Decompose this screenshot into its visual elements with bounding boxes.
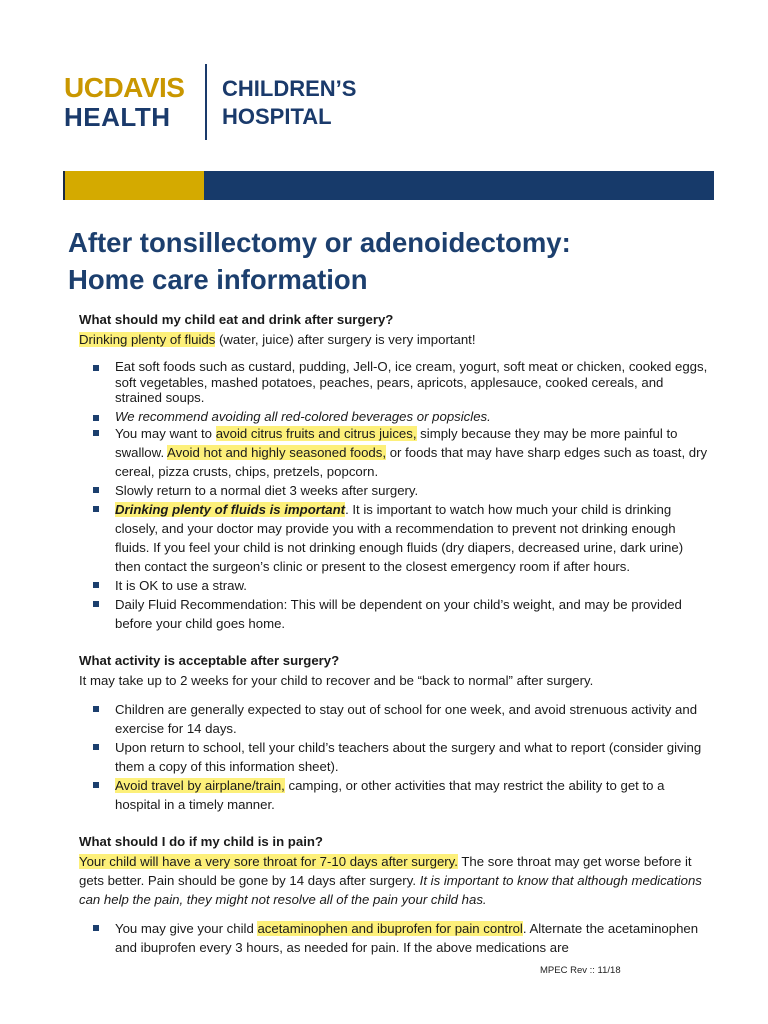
list-item: [79, 776, 709, 814]
list-item: [79, 409, 709, 425]
highlight: Avoid hot and highly seasoned foods,: [167, 445, 387, 460]
list-item: [79, 700, 709, 738]
bullet-icon: [93, 744, 99, 750]
list-item: [79, 359, 709, 406]
highlight: avoid citrus fruits and citrus juices,: [215, 426, 417, 441]
pain-intro: [79, 852, 709, 909]
eat-list: [79, 359, 709, 633]
logo-divider: [205, 64, 207, 140]
text: simply because they may be more painful to swallow.: [115, 426, 678, 460]
list-item: [79, 576, 709, 595]
logo-health: HEALTH: [64, 102, 171, 132]
revision-footer: MPEC Rev :: 11/18: [540, 965, 621, 976]
text: The sore throat may get worse before it gets better. Pain should be gone by 14 days after surgery.: [79, 854, 692, 888]
text: Eat soft foods such as custard, pudding, Jell-O, ice cream, yogurt, soft meat or chicken, cooked eggs, soft vegetables, mashed potatoes, peaches, pears, apricots, applesauce, cooked cereals, and strained soups.: [115, 359, 708, 405]
text: . It is important to watch how much your child is drinking closely, and your doctor may provide you with a recommendation to prevent not drinking enough fluids. If you feel your child is not drinking enough fluids (dry diapers, decreased urine, dark urine) then contact the surgeon’s clinic or present to the closest emergency room if after hours.: [115, 502, 684, 574]
text: (water, juice) after surgery is very important!: [215, 332, 476, 347]
logo-childrens: CHILDREN’S: [222, 76, 357, 101]
text: It is OK to use a straw.: [115, 578, 247, 593]
bullet-icon: [93, 601, 99, 607]
list-item: [79, 481, 709, 500]
logo-davis-text: DAVIS: [103, 72, 185, 103]
text: . Alternate the acetaminophen and ibuprofen every 3 hours, as needed for pain. If the above medications are: [115, 921, 699, 955]
list-item: [79, 919, 709, 957]
list-item: [79, 595, 709, 633]
question-pain: What should I do if my child is in pain?: [79, 834, 323, 849]
header-bar-navy: [204, 171, 714, 200]
bullet-icon: [93, 706, 99, 712]
text: Slowly return to a normal diet 3 weeks after surgery.: [115, 483, 419, 498]
pain-list: [79, 919, 709, 957]
document-body: [79, 310, 709, 957]
text: You may want to: [115, 426, 216, 441]
page-title: [68, 224, 728, 298]
highlight: Avoid travel by airplane/train,: [115, 778, 285, 793]
activity-list: [79, 700, 709, 814]
question-activity: What activity is acceptable after surgery?: [79, 653, 340, 668]
list-item: [79, 424, 709, 481]
question-eat-drink: What should my child eat and drink after surgery?: [79, 312, 394, 327]
highlight: Drinking plenty of fluids is important: [115, 502, 346, 517]
list-item: [79, 500, 709, 576]
bullet-icon: [93, 487, 99, 493]
bullet-icon: [93, 415, 99, 421]
bullet-icon: [93, 782, 99, 788]
activity-intro: It may take up to 2 weeks for your child to recover and be “back to normal” after surgery.: [79, 673, 594, 688]
logo-uc-davis: [64, 74, 184, 102]
title-line-1: After tonsillectomy or adenoidectomy:: [68, 227, 571, 258]
eat-intro: [79, 330, 709, 349]
highlight: Your child will have a very sore throat for 7-10 days after surgery.: [79, 854, 458, 869]
bullet-icon: [93, 506, 99, 512]
highlight: Drinking plenty of fluids: [79, 332, 216, 347]
text: Daily Fluid Recommendation: This will be dependent on your child’s weight, and may be provided before your child goes home.: [115, 597, 682, 631]
text: Children are generally expected to stay out of school for one week, and avoid strenuous activity and exercise for 14 days.: [115, 702, 698, 736]
bullet-icon: [93, 582, 99, 588]
logo-hospital: HOSPITAL: [222, 104, 332, 129]
logo-uc-text: UC: [64, 72, 104, 103]
text: or foods that may have sharp edges such as toast, dry cereal, pizza crusts, chips, pretzels, popcorn.: [115, 445, 708, 479]
list-item: [79, 738, 709, 776]
text: You may give your child: [115, 921, 258, 936]
title-line-2: Home care information: [68, 264, 368, 295]
header-bar-edge: [63, 171, 65, 200]
text: camping, or other activities that may restrict the ability to get to a hospital in a timely manner.: [115, 778, 665, 812]
bullet-icon: [93, 430, 99, 436]
uc-davis-childrens-logo: [64, 64, 384, 142]
text: Upon return to school, tell your child’s teachers about the surgery and what to report (consider giving them a copy of this information sheet).: [115, 740, 702, 774]
highlight: acetaminophen and ibuprofen for pain control: [257, 921, 523, 936]
header-color-bar: [63, 171, 714, 200]
bullet-icon: [93, 365, 99, 371]
header-bar-gold: [63, 171, 204, 200]
bullet-icon: [93, 925, 99, 931]
text: We recommend avoiding all red-colored beverages or popsicles.: [115, 408, 491, 424]
text: It is important to know that although medications can help the pain, they might not resolve all of the pain your child has.: [79, 873, 702, 907]
